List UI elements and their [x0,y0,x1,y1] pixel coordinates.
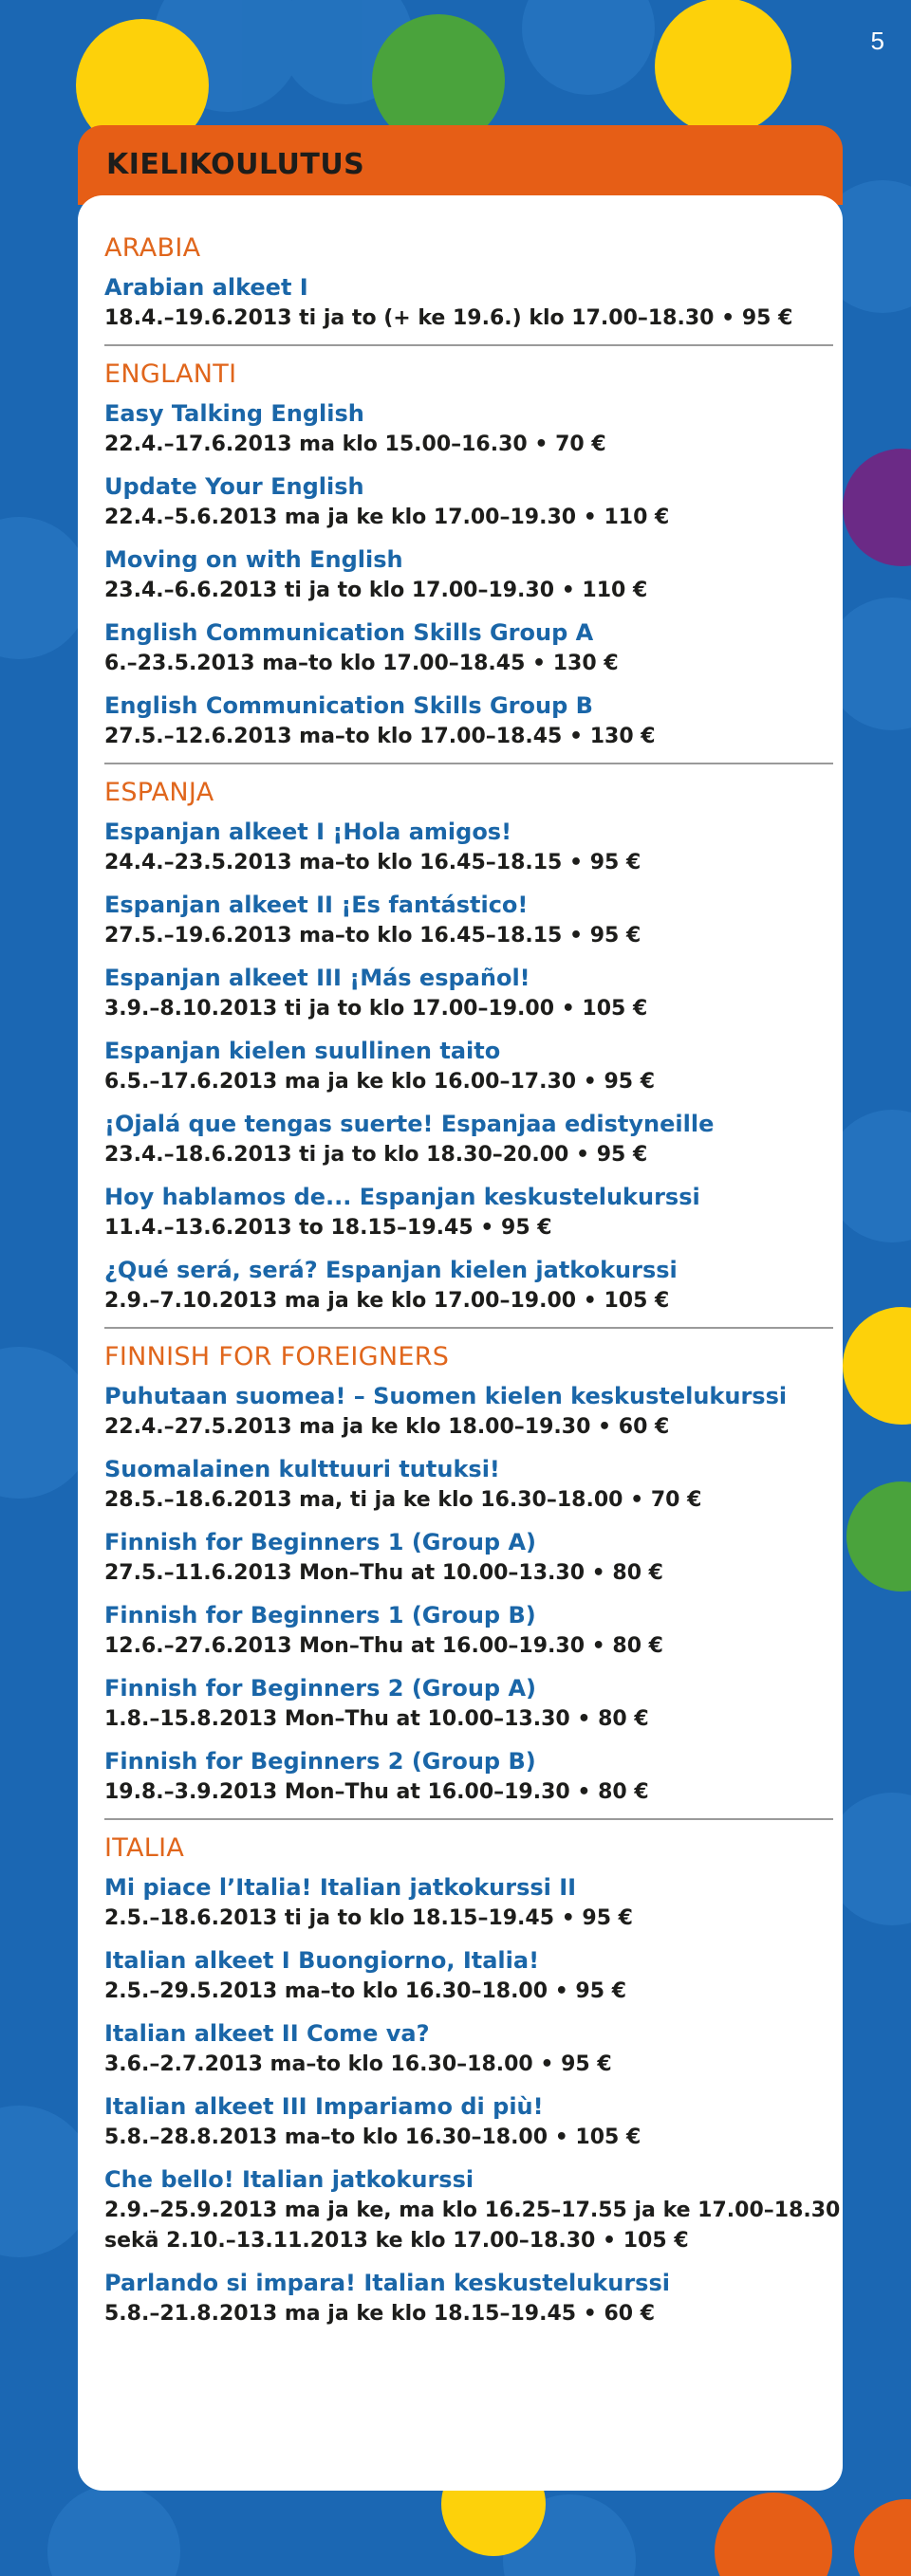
course-details: 18.4.–19.6.2013 ti ja to (+ ke 19.6.) klo 17.00–18.30 • 95 € [104,306,793,330]
course-list-panel [78,195,843,2491]
course-item [104,962,807,1024]
course-item [104,271,807,334]
course-item [104,1599,807,1662]
course-details: 27.5.–11.6.2013 Mon–Thu at 10.00–13.30 • 80 € [104,1561,663,1585]
course-item [104,470,807,533]
language-section [104,1830,841,2329]
course-details: 6.–23.5.2013 ma–to klo 17.00–18.45 • 130 € [104,652,619,675]
course-item [104,1453,807,1516]
course-details: 2.5.–18.6.2013 ti ja to klo 18.15–19.45 • 95 € [104,1906,633,1930]
course-name: Espanjan alkeet II ¡Es fantástico! [104,892,529,918]
section-divider [104,763,833,764]
section-divider [104,1327,833,1329]
course-item [104,1035,807,1097]
course-item [104,1108,807,1170]
course-name: English Communication Skills Group A [104,619,594,646]
section-title: ENGLANTI [104,359,237,389]
course-details: 19.8.–3.9.2013 Mon–Thu at 16.00–19.30 • 80 € [104,1780,649,1804]
course-item [104,543,807,606]
course-details: 11.4.–13.6.2013 to 18.15–19.45 • 95 € [104,1216,552,1240]
header-bar [78,125,843,205]
course-name: English Communication Skills Group B [104,692,593,719]
course-item [104,1871,807,1934]
course-name: Che bello! Italian jatkokurssi [104,2166,474,2193]
course-name: Finnish for Beginners 2 (Group A) [104,1675,536,1702]
course-details: 22.4.–5.6.2013 ma ja ke klo 17.00–19.30 • 110 € [104,506,670,529]
course-name: Espanjan alkeet III ¡Más español! [104,965,530,991]
course-item [104,2090,807,2153]
course-details: 23.4.–18.6.2013 ti ja to klo 18.30–20.00 • 95 € [104,1143,648,1167]
course-details: 24.4.–23.5.2013 ma–to klo 16.45–18.15 • 95 € [104,851,641,874]
course-name: Finnish for Beginners 1 (Group A) [104,1529,536,1555]
course-item [104,1672,807,1735]
course-item [104,2267,807,2329]
course-item [104,1181,807,1243]
course-details: 3.6.–2.7.2013 ma–to klo 16.30–18.00 • 95 € [104,2052,612,2076]
section-title: ARABIA [104,233,201,263]
course-name: Italian alkeet II Come va? [104,2020,430,2047]
course-name: Espanjan alkeet I ¡Hola amigos! [104,819,512,845]
course-details: 22.4.–17.6.2013 ma klo 15.00–16.30 • 70 € [104,432,606,456]
course-item [104,2017,807,2080]
course-details: sekä 2.10.–13.11.2013 ke klo 17.00–18.30 • 105 € [104,2229,689,2253]
section-divider [104,344,833,346]
course-item [104,816,807,878]
course-name: Hoy hablamos de... Espanjan keskustelukurssi [104,1184,700,1210]
course-details: 5.8.–28.8.2013 ma–to klo 16.30–18.00 • 105 € [104,2125,641,2149]
course-item [104,1944,807,2007]
course-item [104,1380,807,1443]
section-title: ITALIA [104,1833,185,1863]
course-details: 22.4.–27.5.2013 ma ja ke klo 18.00–19.30 • 60 € [104,1415,670,1439]
section-title: FINNISH FOR FOREIGNERS [104,1342,450,1371]
section-title: ESPANJA [104,778,214,807]
course-item [104,1254,807,1316]
language-section [104,356,807,752]
course-item [104,1526,807,1589]
course-list [104,230,841,2340]
course-name: Parlando si impara! Italian keskustelukurssi [104,2270,670,2296]
course-details: 5.8.–21.8.2013 ma ja ke klo 18.15–19.45 • 60 € [104,2302,656,2326]
page-number: 5 [870,27,884,55]
course-name: Italian alkeet I Buongiorno, Italia! [104,1947,540,1974]
language-section [104,774,807,1316]
course-name: Moving on with English [104,546,403,573]
course-name: Puhutaan suomea! – Suomen kielen keskustelukurssi [104,1383,788,1409]
course-item [104,690,807,752]
course-details: 3.9.–8.10.2013 ti ja to klo 17.00–19.00 • 105 € [104,997,648,1021]
course-name: ¡Ojalá que tengas suerte! Espanjaa edistyneille [104,1111,715,1137]
course-details: 6.5.–17.6.2013 ma ja ke klo 16.00–17.30 • 95 € [104,1070,656,1094]
course-name: Finnish for Beginners 1 (Group B) [104,1602,536,1628]
course-name: Espanjan kielen suullinen taito [104,1038,501,1064]
language-section [104,1338,807,1808]
course-name: ¿Qué será, será? Espanjan kielen jatkokurssi [104,1257,678,1283]
course-details: 2.9.–25.9.2013 ma ja ke, ma klo 16.25–17.55 ja ke 17.00–18.30 [104,2199,841,2222]
course-name: Easy Talking English [104,400,364,427]
course-item [104,2163,841,2256]
course-details: 1.8.–15.8.2013 Mon–Thu at 10.00–13.30 • 80 € [104,1707,649,1731]
course-details: 2.9.–7.10.2013 ma ja ke klo 17.00–19.00 • 105 € [104,1289,670,1313]
course-details: 12.6.–27.6.2013 Mon–Thu at 16.00–19.30 • 80 € [104,1634,663,1658]
course-item [104,397,807,460]
course-details: 23.4.–6.6.2013 ti ja to klo 17.00–19.30 • 110 € [104,579,648,602]
section-divider [104,1818,833,1820]
course-name: Update Your English [104,473,364,500]
course-item [104,889,807,951]
course-name: Finnish for Beginners 2 (Group B) [104,1748,536,1775]
course-details: 27.5.–19.6.2013 ma–to klo 16.45–18.15 • 95 € [104,924,641,948]
language-section [104,230,807,334]
course-name: Arabian alkeet I [104,274,308,301]
course-details: 2.5.–29.5.2013 ma–to klo 16.30–18.00 • 95 € [104,1979,626,2003]
page-title: KIELIKOULUTUS [106,148,365,181]
course-name: Italian alkeet III Impariamo di più! [104,2093,544,2120]
course-details: 28.5.–18.6.2013 ma, ti ja ke klo 16.30–18.00 • 70 € [104,1488,702,1512]
course-item [104,1745,807,1808]
course-item [104,616,807,679]
course-name: Suomalainen kulttuuri tutuksi! [104,1456,500,1482]
course-name: Mi piace l’Italia! Italian jatkokurssi II [104,1874,577,1901]
course-details: 27.5.–12.6.2013 ma–to klo 17.00–18.45 • 130 € [104,725,656,748]
